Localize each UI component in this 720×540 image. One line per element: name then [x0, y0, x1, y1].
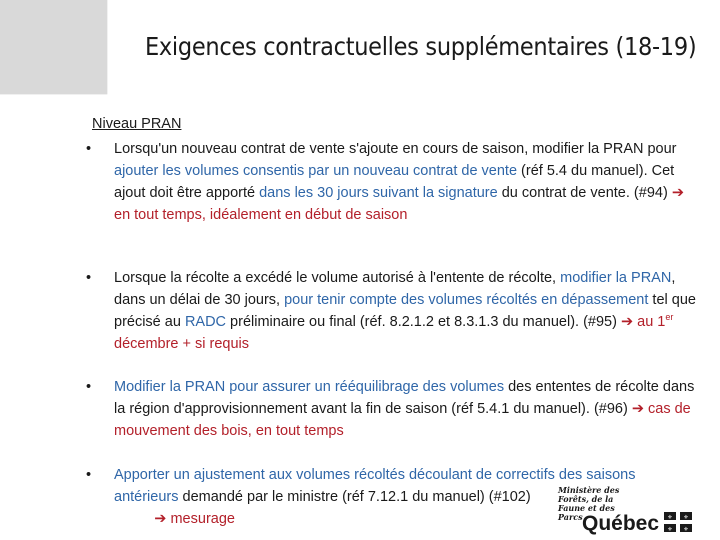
text-segment: modifier la PRAN: [560, 270, 672, 286]
text-segment: tel que précisé au: [114, 292, 696, 330]
arrow-right-icon: ➔: [631, 401, 644, 417]
text-segment: Apporter un ajustement aux volumes récoltés découlant de correctifs des saisons antérieurs: [114, 467, 636, 505]
bullet-icon: •: [86, 379, 92, 395]
text-segment: ajouter les volumes consentis par un nouveau contrat de vente: [114, 163, 518, 179]
arrow-right-icon: ➔: [671, 185, 684, 201]
svg-text:⚜: ⚜: [667, 514, 673, 521]
text-segment: er: [665, 312, 674, 323]
text-segment: pour tenir compte des volumes récoltés en dépassement: [284, 292, 649, 308]
requirement-item: [114, 376, 698, 442]
department-name: Ministère des Forêts, de la Faune et des Parcs: [558, 485, 620, 522]
requirement-item: [114, 267, 698, 355]
text-segment: Modifier la PRAN pour assurer un rééquilibrage des volumes: [114, 379, 505, 395]
slide-title: Exigences contractuelles supplémentaires (18-19): [145, 32, 697, 61]
text-segment: mesurage: [166, 511, 235, 527]
arrow-right-icon: ➔: [620, 314, 634, 330]
quebec-wordmark: Québec: [582, 512, 660, 535]
text-segment: préliminaire ou final (réf. 8.2.1.2 et 8.3.1.3 du manuel). (#95): [226, 314, 621, 330]
text-segment: cas de mouvement des bois, en tout temps: [114, 401, 691, 439]
text-segment: RADC: [184, 314, 227, 330]
text-segment: au 1: [633, 314, 666, 330]
bullet-icon: •: [86, 467, 92, 483]
text-segment: , dans un délai de 30 jours,: [114, 270, 676, 308]
text-segment: demandé par le ministre (réf 7.12.1 du manuel) (#102): [178, 489, 531, 505]
svg-text:⚜: ⚜: [683, 514, 689, 521]
svg-text:⚜: ⚜: [667, 526, 673, 532]
arrow-right-icon: ➔: [154, 511, 167, 527]
bullet-icon: •: [86, 141, 92, 157]
requirement-item: [114, 138, 698, 226]
fleurdelise-flag-icon: [664, 512, 692, 532]
section-label: Niveau PRAN: [92, 116, 182, 132]
text-segment: du contrat de vente. (#94): [497, 185, 672, 201]
quebec-government-logo: [558, 486, 698, 538]
text-segment: décembre + si requis: [114, 336, 249, 352]
svg-text:⚜: ⚜: [683, 526, 689, 532]
text-segment: (réf 5.4 du manuel). Cet ajout doit être apporté: [114, 163, 675, 201]
text-segment: Lorsque la récolte a excédé le volume autorisé à l'entente de récolte,: [114, 270, 561, 286]
text-segment: dans les 30 jours suivant la signature: [259, 185, 498, 201]
text-segment: [114, 511, 154, 527]
text-segment: Lorsqu'un nouveau contrat de vente s'ajoute en cours de saison, modifier la PRAN pour: [114, 141, 677, 157]
text-segment: en tout temps, idéalement en début de saison: [114, 207, 408, 223]
text-segment: des ententes de récolte dans la région d'approvisionnement avant la fin de saison (réf 5.4.1 du manuel). (#96): [114, 379, 695, 417]
bullet-icon: •: [86, 270, 92, 286]
